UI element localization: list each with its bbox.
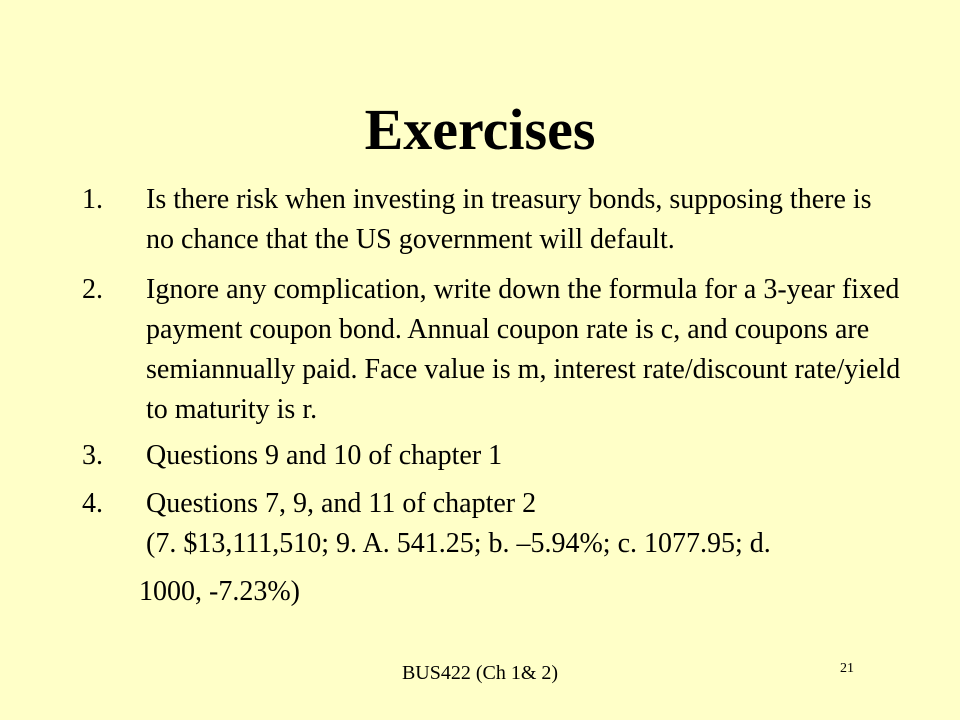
exercise-list: [82, 180, 902, 612]
list-item: [82, 270, 902, 430]
item-number: 3.: [82, 440, 103, 471]
item-text: Is there risk when investing in treasury bonds, supposing there is no chance that the US government will default.: [146, 184, 872, 255]
slide-number: 21: [840, 661, 854, 676]
item-number: 4.: [82, 488, 103, 519]
item-answers-continued: 1000, -7.23%): [139, 576, 300, 607]
item-text: Ignore any complication, write down the formula for a 3-year fixed payment coupon bond. Annual coupon rate is c, and coupons are semiannually paid. Face value is m, interest rate/discount rate/yield to maturity is r.: [146, 274, 901, 425]
item-text: Questions 9 and 10 of chapter 1: [146, 440, 503, 471]
item-number: 2.: [82, 274, 103, 305]
slide-footer: BUS422 (Ch 1& 2): [401, 662, 559, 684]
item-number: 1.: [82, 184, 103, 215]
list-item: [82, 180, 902, 260]
item-answers: (7. $13,111,510; 9. A. 541.25; b. –5.94%; c. 1077.95; d.: [146, 528, 771, 559]
item-text: Questions 7, 9, and 11 of chapter 2: [146, 488, 537, 519]
list-item: [82, 484, 902, 612]
slide-title: Exercises: [364, 97, 596, 162]
list-item: [82, 436, 902, 476]
